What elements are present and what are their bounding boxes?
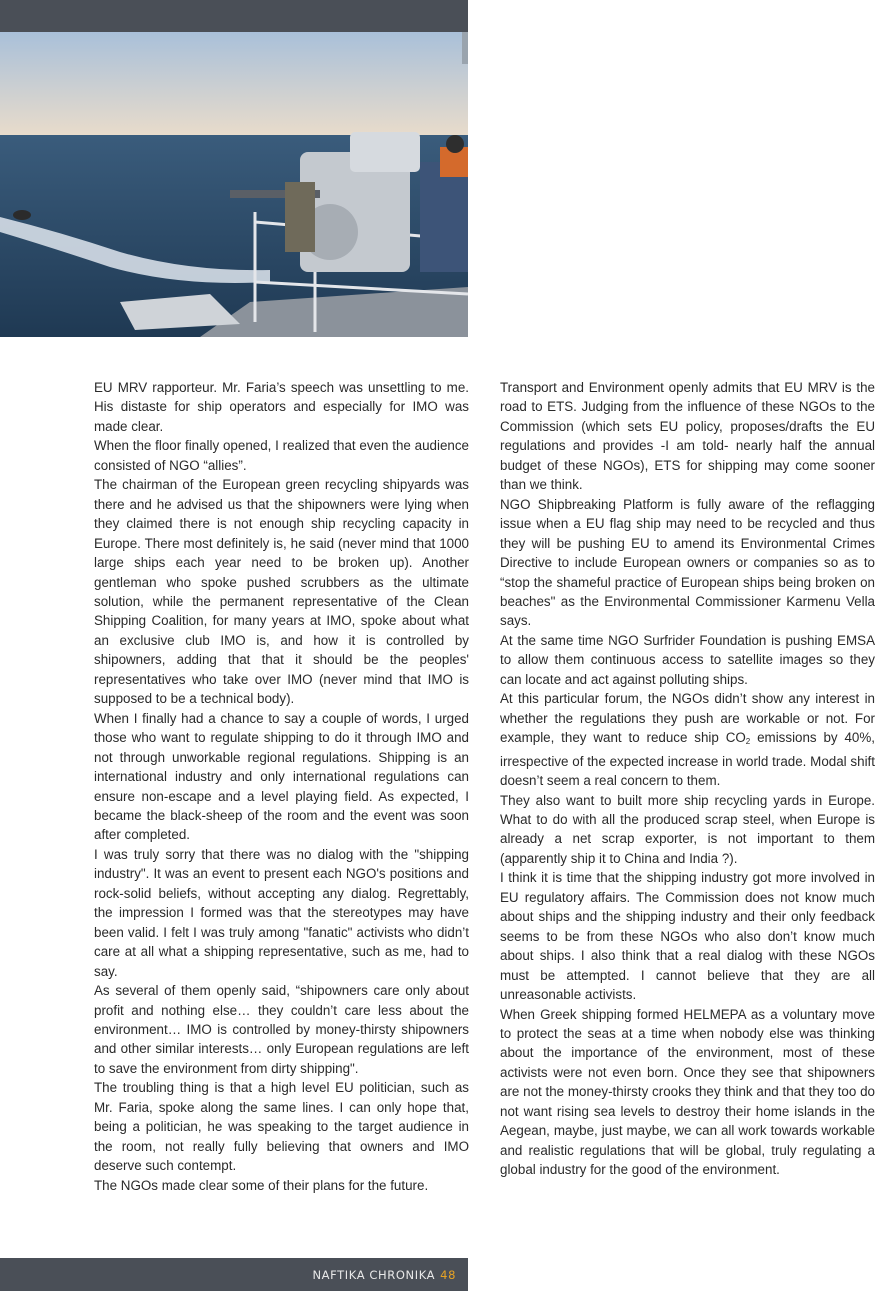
paragraph: The troubling thing is that a high level EU politician, such as Mr. Faria, spoke along the same lines. I can only hope that, being a politician, he was speaking to the target audience in the room, not really fully believing that owners and IMO deserve such contempt. (94, 1080, 469, 1174)
paragraph-co2 (500, 689, 875, 790)
paragraph: When I finally had a chance to say a couple of words, I urged those who want to regulate shipping to do it through IMO and not through unworkable regional regulations. Shipping is an international industry and only international regulations can ensure non-escape and a level playing field. As expected, I became the black-sheep of the room and the event was soon after completed. (94, 710, 469, 843)
article-column-left (94, 378, 469, 1195)
paragraph: I think it is time that the shipping industry got more involved in EU regulatory affairs. The Commission does not know much about ships and the shipping industry and their only feedback seems to be from these NGOs who also don’t know much about ships. I also think that a real dialog with these NGOs must be attempted. I cannot believe that they are all unreasonable activists. (500, 870, 875, 1003)
paragraph: When the floor finally opened, I realized that even the audience consisted of NGO “allies”. (94, 438, 469, 473)
paragraph: NGO Shipbreaking Platform is fully aware of the reflagging issue when a EU flag ship may need to be recycled and thus they will be pushing EU to amend its Environmental Crimes Directive to include European owners or companies so as to “stop the shameful practice of European ships being broken on beaches" as the Environmental Commissioner Karmenu Vella says. (500, 496, 875, 629)
paragraph: They also want to built more ship recycling yards in Europe. What to do with all the produced scrap steel, when Europe is already a net scrap exporter, is not important to them (apparently ship it to China and India ?). (500, 792, 875, 866)
paragraph: The chairman of the European green recycling shipyards was there and he advised us that the shipowners were lying when they claimed there is not enough ship recycling capacity in Europe. There most definitely is, he said (never mind that 1000 large ships each year need to be broken up). Another gentleman who spoke pushed scrubbers as the ultimate solution, while the permanent representative of the Clean Shipping Coalition, for many years at IMO, spoke about what an exclusive club IMO is, and how it is controlled by shipowners, adding that that it should be the peoples' representatives who take over IMO (never mind that IMO is supposed to be a technical body). (94, 477, 469, 707)
footer-bar (0, 1258, 468, 1291)
paragraph: I was truly sorry that there was no dialog with the "shipping industry". It was an event to present each NGO's positions and rock-solid beliefs, without accepting any dialog. Regrettably, the impression I formed was that the stereotypes may have been valid. I felt I was truly among "fanatic" activists who didn’t care at all what a shipping representative, such as me, had to say. (94, 846, 469, 979)
paragraph: EU MRV rapporteur. Mr. Faria’s speech was unsettling to me. His distaste for ship operators and especially for IMO was made clear. (94, 380, 469, 434)
publication-name: NAFTIKA CHRONIKA (312, 1267, 436, 1282)
page-number: 48 (440, 1267, 456, 1282)
paragraph-text: At this particular forum, the NGOs didn’t show any interest in whether the regulations they push are workable or not. For example, they want to reduce ship CO (500, 691, 875, 746)
paragraph-text: emissions by 40%, irrespective of the expected increase in world trade. Modal shift doesn’t seem a real concern to them. (500, 730, 875, 789)
paragraph: At the same time NGO Surfrider Foundation is pushing EMSA to allow them continuous access to satellite images so they can locate and act against polluting ships. (500, 632, 875, 687)
paragraph: When Greek shipping formed HELMEPA as a voluntary move to protect the seas at a time when nobody else was thinking about the importance of the environment, most of these activists were not even born. Once they see that shipowners are not the money-thirsty crooks they think and that they too do not want rising sea levels to destroy their home islands in the Aegean, maybe, just maybe, we can all work towards workable and realistic regulations that will be global, truly regulating a global industry for the good of the environment. (500, 1006, 875, 1178)
article-column-right (500, 378, 875, 1180)
photo-illustration (0, 32, 468, 337)
paragraph: The NGOs made clear some of their plans for the future. (94, 1177, 429, 1193)
paragraph: Transport and Environment openly admits that EU MRV is the road to ETS. Judging from the influence of these NGOs to the Commission (which sets EU policy, proposes/drafts the EU regulations and provides -I am told- nearly half the annual budget of these NGOs), ETS for shipping may come sooner than we think. (500, 380, 875, 493)
paragraph: As several of them openly said, “shipowners care only about profit and nothing else… they couldn’t care less about the environment… IMO is controlled by money-thirsty shipowners and other similar interests… only European regulations are left to save the environment from dirty shipping". (94, 983, 469, 1076)
header-bar (0, 0, 468, 32)
article-photo (0, 32, 468, 337)
co2-subscript: 2 (745, 737, 751, 747)
